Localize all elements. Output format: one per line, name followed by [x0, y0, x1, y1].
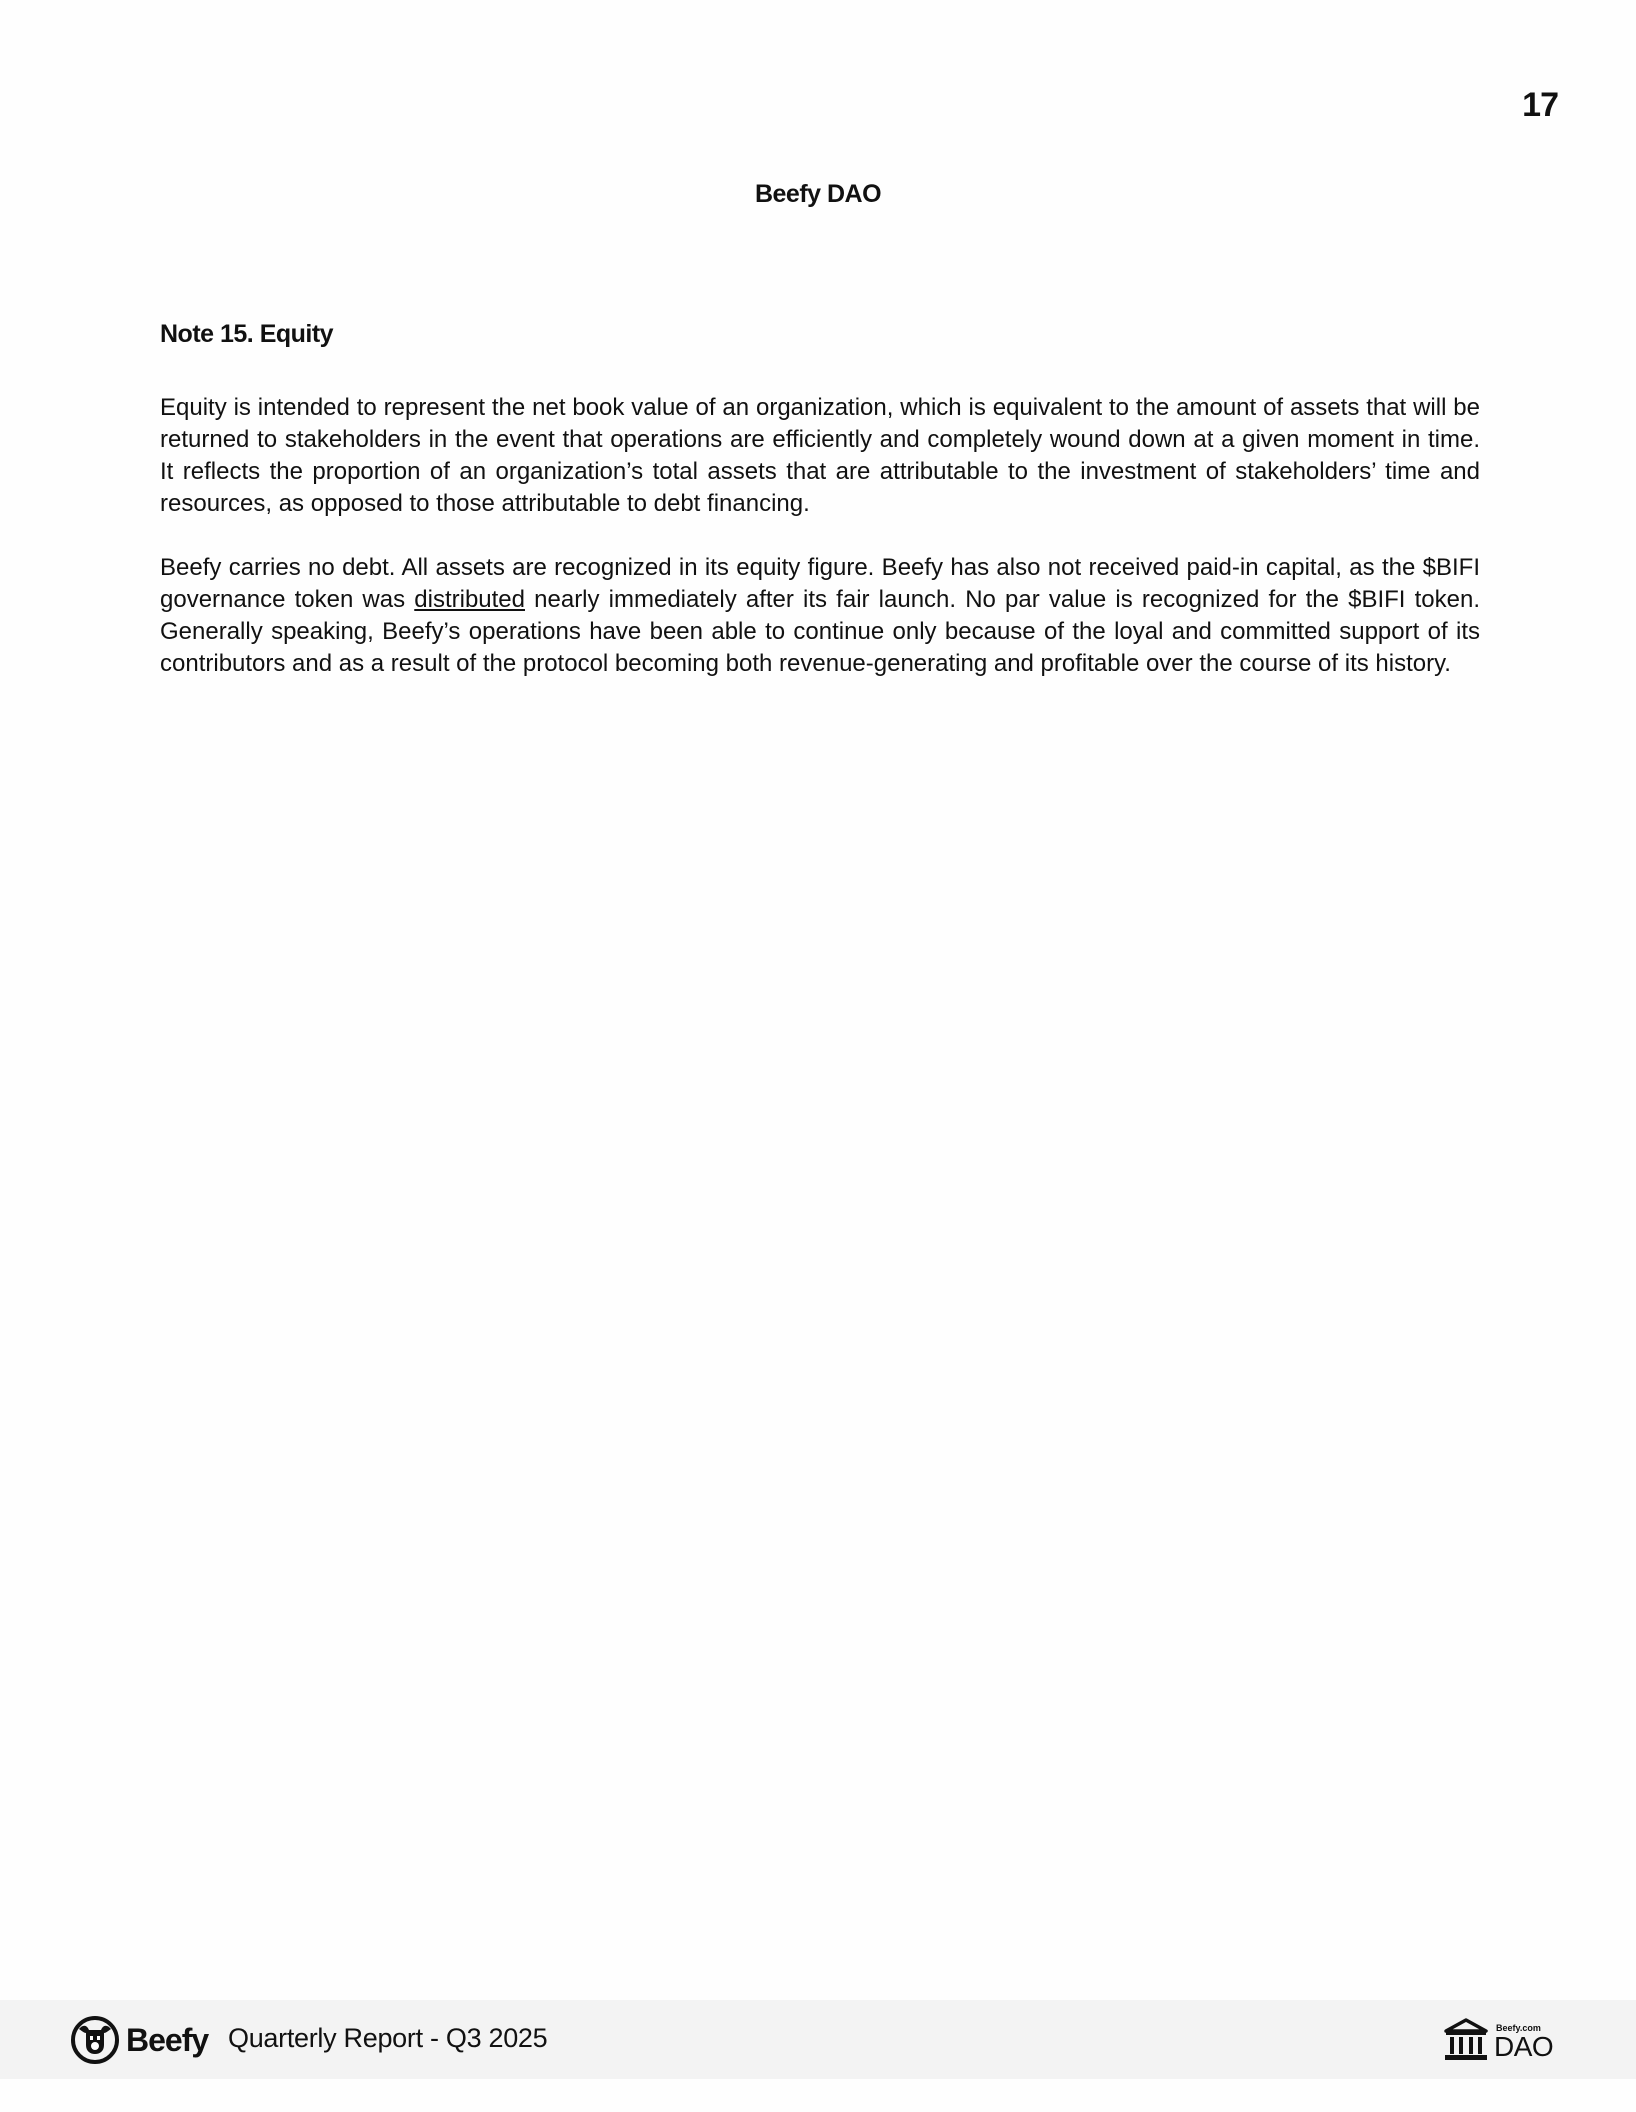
bank-building-icon [1442, 2017, 1490, 2063]
footer-bar [0, 2000, 1636, 2079]
brand-wordmark: Beefy [126, 2021, 209, 2058]
dao-big-label: DAO [1494, 2031, 1554, 2062]
paragraph-2 [160, 552, 1480, 680]
dao-small-label: Beefy.com [1496, 2023, 1541, 2033]
paragraph-1-block [160, 392, 1480, 520]
paragraph-2-text-end: nearly immediately after its fair launch. No par value is recognized for the $BIFI token. Generally speaking, Beefy’s operations have been able to continue only because of the loyal and committed support of its contributors and as a result of the protocol becoming both revenue-generating and profitable over the course of its history. [160, 586, 1480, 677]
page-number: 17 [1522, 86, 1558, 124]
beefy-logo [70, 2014, 208, 2066]
paragraph-2-block [160, 552, 1480, 680]
dao-text [1494, 2017, 1554, 2063]
paragraph-2-text-start: Beefy carries no debt. All assets are recognized in its equity figure. Beefy has also not received paid-in capital, as the $BIFI governance token was [160, 554, 1480, 613]
paragraph-1: Equity is intended to represent the net book value of an organization, which is equivalent to the amount of assets that will be returned to stakeholders in the event that operations are efficiently and completely wound down at a given moment in time. It reflects the proportion of an organization’s total assets that are attributable to the investment of stakeholders’ time and resources, as opposed to those attributable to debt financing. [160, 394, 1480, 517]
distributed-link[interactable]: distributed [414, 586, 525, 613]
beefy-cow-logo-icon [70, 2015, 120, 2065]
report-label: Quarterly Report - Q3 2025 [228, 2023, 548, 2053]
note-heading: Note 15. Equity [160, 320, 334, 348]
document-title: Beefy DAO [754, 180, 882, 208]
dao-logo [1442, 2014, 1554, 2066]
